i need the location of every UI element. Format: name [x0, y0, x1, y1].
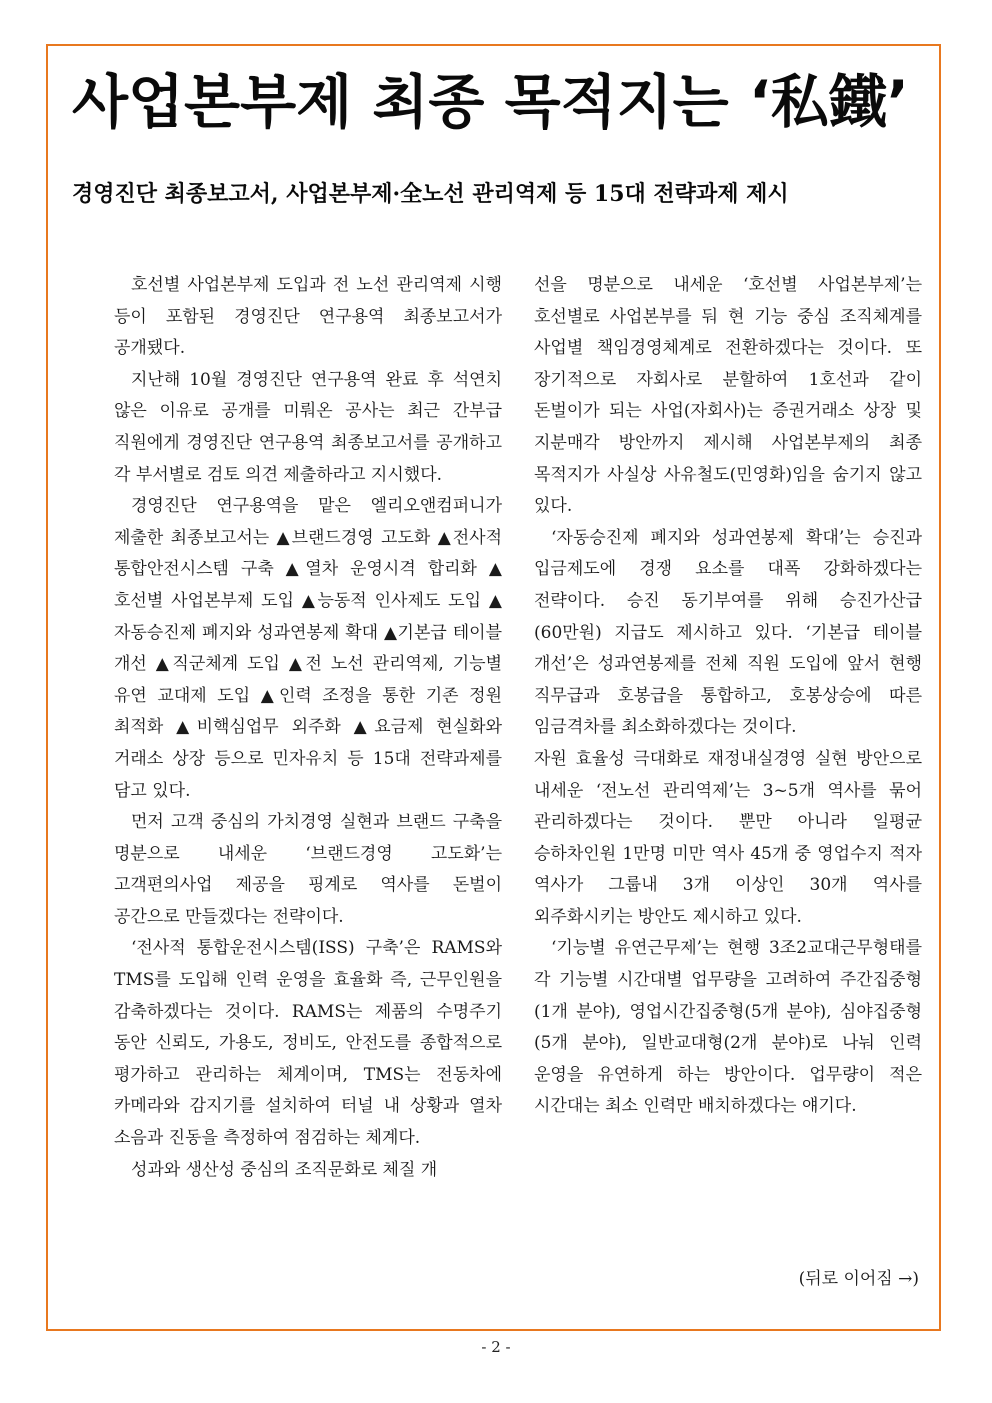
- page-number: - 2 -: [481, 1338, 511, 1356]
- subheadline: 경영진단 최종보고서, 사업본부제·全노선 관리역제 등 15대 전략과제 제시: [72, 181, 789, 207]
- paragraph: 경영진단 연구용역을 맡은 엘리오앤컴퍼니가 제출한 최종보고서는 ▲브랜드경영 고도화 ▲전사적 통합안전시스템 구축 ▲열차 운영시격 합리화 ▲호선별 사업본부제 도입 ▲능동적 인사제도 도입 ▲자동승진제 폐지와 성과연봉제 확대 ▲기본급 테이블 개선 ▲직군체계 도입 ▲전 노선 관리역제, 기능별 유연 교대제 도입 ▲인력 조정을 통한 기존 정원 최적화 ▲비핵심업무 외주화 ▲요금제 현실화와 거래소 상장 등으로 민자유치 등 15대 전략과제를 담고 있다.: [114, 496, 502, 801]
- paragraph: ‘기능별 유연근무제’는 현행 3조2교대근무형태를 각 기능별 시간대별 업무량을 고려하여 주간집중형(1개 분야), 영업시간집중형(5개 분야), 심야집중형(5개 분야), 일반교대형(2개 분야)로 나눠 인력 운영을 유연하게 하는 방안이다. 업무량이 적은 시간대는 최소 인력만 배치하겠다는 얘기다.: [534, 938, 922, 1117]
- paragraph: 자원 효율성 극대화로 재정내실경영 실현 방안으로 내세운 ‘전노선 관리역제’는 3~5개 역사를 묶어 관리하겠다는 것이다. 뿐만 아니라 일평균 승하차인원 1만명 미만 역사 45개 중 영업수지 적자 역사가 그룹내 3개 이상인 30개 역사를 외주화시키는 방안도 제시하고 있다.: [534, 748, 922, 927]
- headline: 사업본부제 최종 목적지는 ‘私鐵’: [72, 68, 909, 136]
- paragraph: 선을 명분으로 내세운 ‘호선별 사업본부제’는 호선별로 사업본부를 둬 현 기능 중심 조직체계를 사업별 책임경영체계로 전환하겠다는 것이다. 또 장기적으로 자회사로 분할하여 1호선과 같이 돈벌이가 되는 사업(자회사)는 증권거래소 상장 및 지분매각 방안까지 제시해 사업본부제의 최종 목적지가 사실상 사유철도(민영화)임을 숨기지 않고 있다.: [534, 275, 922, 517]
- paragraph: 호선별 사업본부제 도입과 전 노선 관리역제 시행 등이 포함된 경영진단 연구용역 최종보고서가 공개됐다.: [114, 275, 502, 359]
- paragraph: 성과와 생산성 중심의 조직문화로 체질 개: [131, 1159, 438, 1180]
- right-column: [534, 270, 922, 1123]
- paragraph: 먼저 고객 중심의 가치경영 실현과 브랜드 구축을 명분으로 내세운 ‘브랜드경영 고도화’는 고객편의사업 제공을 핑계로 역사를 돈벌이 공간으로 만들겠다는 전략이다.: [114, 812, 502, 927]
- paragraph: 지난해 10월 경영진단 연구용역 완료 후 석연치 않은 이유로 공개를 미뤄온 공사는 최근 간부급 직원에게 경영진단 연구용역 최종보고서를 공개하고 각 부서별로 검토 의견 제출하라고 지시했다.: [114, 369, 502, 485]
- paragraph: ‘자동승진제 폐지와 성과연봉제 확대’는 승진과 입금제도에 경쟁 요소를 대폭 강화하겠다는 전략이다. 승진 동기부여를 위해 승진가산급(60만원) 지급도 제시하고 있다. ‘기본급 테이블 개선’은 성과연봉제를 전체 직원 도입에 앞서 현행 직무급과 호봉급을 통합하고, 호봉상승에 따른 임금격차를 최소화하겠다는 것이다.: [534, 527, 922, 738]
- left-column: [114, 270, 502, 1186]
- continue-note: (뒤로 이어짐 →): [798, 1269, 919, 1289]
- paragraph: ‘전사적 통합운전시스템(ISS) 구축’은 RAMS와 TMS를 도입해 인력 운영을 효율화 즉, 근무인원을 감축하겠다는 것이다. RAMS는 제품의 수명주기 동안 신뢰도, 가용도, 정비도, 안전도를 종합적으로 평가하고 관리하는 체계이며, TMS는 전동차에 카메라와 감지기를 설치하여 터널 내 상황과 열차 소음과 진동을 측정하여 점검하는 체계다.: [114, 938, 502, 1149]
